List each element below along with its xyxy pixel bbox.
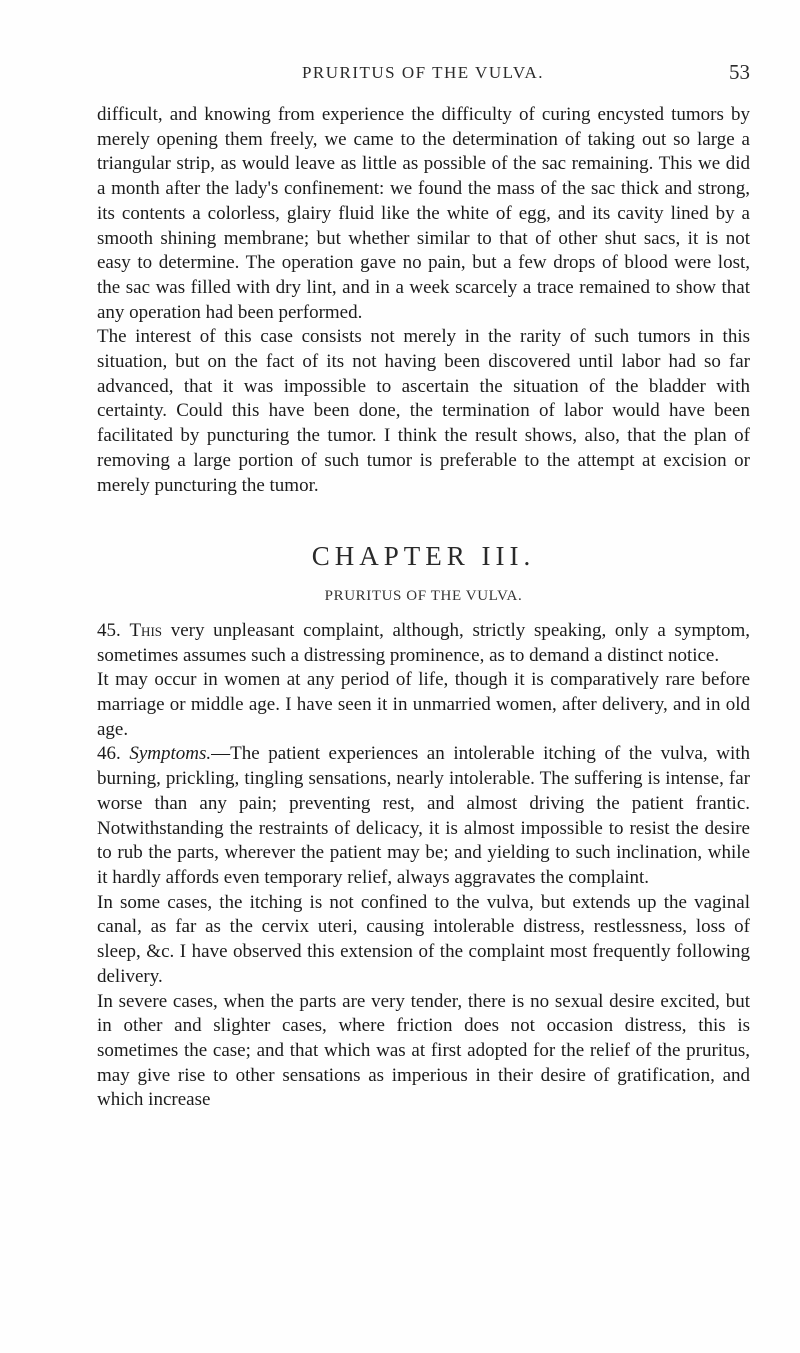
section-text: —The patient experiences an intolerable itching of the vulva, with burning, prickling, tingling sensations, nearly intolerable. The suffering is intense, far worse than any pain; preventing rest, and almost driving the patient frantic. Notwithstanding the restraints of delicacy, it is almost impossible to resist the desire to rub the parts, wherever the patient may be; and yielding to such inclination, while it hardly affords even temporary relief, always aggravates the complaint. <box>97 743 751 888</box>
section-number: 46. <box>97 743 121 765</box>
section-text: very unpleasant complaint, although, strictly speaking, only a symptom, sometimes assumes such a distressing prominence, as to demand a distinct notice. <box>97 619 751 666</box>
paragraph-occurrence: It may occur in women at any period of life, though it is comparatively rare before marriage or middle age. I have seen it in unmarried women, after delivery, and in old age. <box>97 669 750 740</box>
paragraph-case-continuation: difficult, and knowing from experience the difficulty of curing encysted tumors by merely opening them freely, we came to the determination of taking out so large a triangular strip, as would leave as little as possible of the sac remaining. This we did a month after the lady's confinement: we found the mass of the sac thick and strong, its contents a colorless, glairy fluid like the white of egg, and its cavity lined by a smooth shining membrane; but whether similar to that of other shut sacs, it is not easy to determine. The operation gave no pain, but a few drops of blood were lost, the sac was filled with dry lint, and in a week scarcely a trace remained to show that any operation had been performed. <box>97 104 750 323</box>
lead-word: This <box>129 619 163 641</box>
section-45 <box>97 619 750 668</box>
section-label: Symptoms. <box>129 743 212 765</box>
section-46 <box>97 742 750 890</box>
chapter-heading: CHAPTER III. <box>311 541 536 572</box>
body-text <box>97 103 750 1113</box>
paragraph-severe-cases: In severe cases, when the parts are very tender, there is no sexual desire excited, but in other and slighter cases, where friction does not occasion distress, this is sometimes the case; and that which was at first adopted for the relief of the pruritus, may give rise to other sensations as imperious in their desire of gratification, and which increase <box>97 990 750 1111</box>
paragraph-extension: In some cases, the itching is not confined to the vulva, but extends up the vaginal canal, as far as the cervix uteri, causing intolerable distress, restlessness, loss of sleep, &c. I have observed this extension of the complaint most frequently following delivery. <box>97 891 750 987</box>
chapter-subtitle: PRURITUS OF THE VULVA. <box>324 588 523 605</box>
page-number: 53 <box>729 60 750 84</box>
running-title: PRURITUS OF THE VULVA. <box>301 63 545 82</box>
section-number: 45. <box>97 619 121 641</box>
running-head <box>96 60 750 87</box>
paragraph-case-interest: The interest of this case consists not merely in the rarity of such tumors in this situation, but on the fact of its not having been discovered until labor had so far advanced, that it was impossible to ascertain the situation of the bladder with certainty. Could this have been done, the termination of labor would have been facilitated by puncturing the tumor. I think the result shows, also, that the plan of removing a large portion of such tumor is preferable to the attempt at excision or merely puncturing the tumor. <box>97 326 750 496</box>
